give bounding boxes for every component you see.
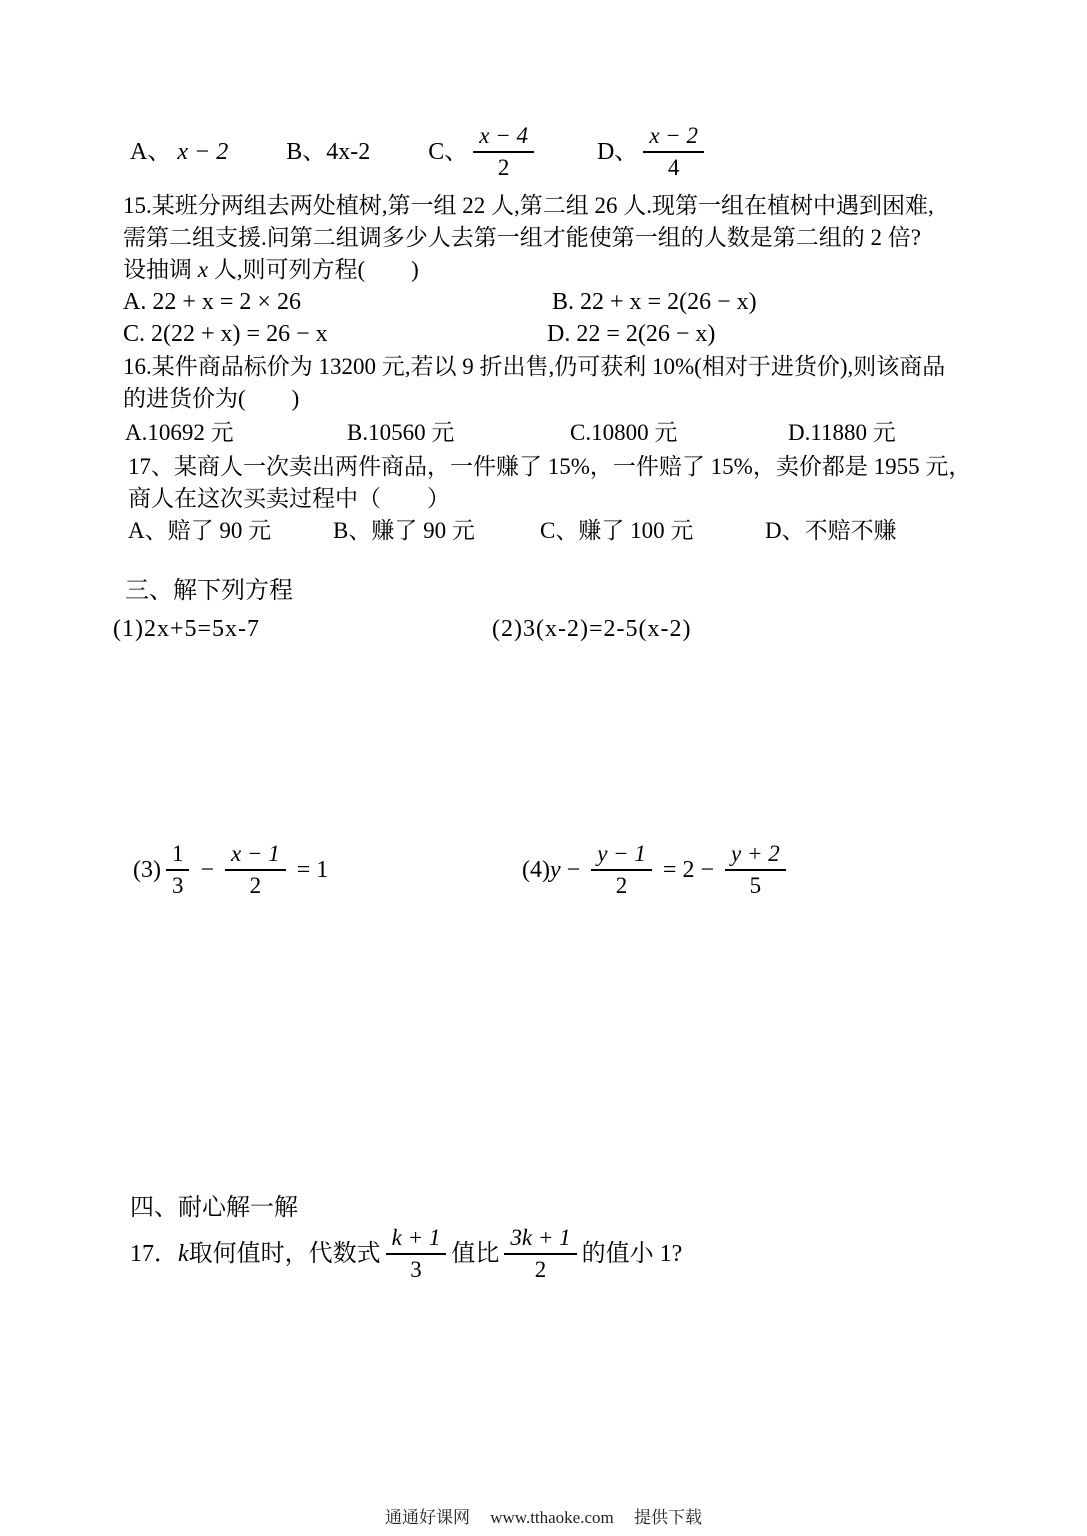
equation-3-label: (3) (133, 856, 161, 883)
equation-4-variable: y (549, 856, 561, 883)
q16-option-d: D.11880 元 (788, 420, 896, 445)
section4-heading: 四、耐心解一解 (130, 1195, 298, 1221)
q14-option-d-denominator: 4 (667, 155, 680, 180)
q14-option-c-fraction (473, 122, 534, 181)
q15-line3-pre: 设抽调 (123, 257, 198, 282)
equation-4-middle: = 2 − (662, 856, 714, 883)
section4-fraction-2-denominator: 2 (534, 1257, 547, 1282)
q14-option-c-numerator: x − 4 (473, 122, 534, 153)
equation-1: (1)2x+5=5x-7 (113, 616, 261, 642)
q16-line2: 的进货价为( ) (123, 386, 300, 411)
equation-4-fraction-2-numerator: y + 2 (725, 840, 786, 871)
footer-download-note: 提供下载 (634, 1508, 703, 1527)
q15-line3-variable: x (197, 257, 208, 282)
q14-option-b (286, 138, 370, 167)
equation-3-fraction-1 (166, 840, 190, 899)
q15-line3 (123, 256, 419, 285)
q14-option-d (597, 122, 709, 181)
page-footer (0, 1503, 1087, 1528)
section4-question-variable: k (178, 1240, 189, 1267)
q15-option-d: D. 22 = 2(26 − x) (547, 321, 716, 347)
footer-site-name: 通通好课网 (384, 1508, 470, 1527)
q14-option-d-fraction (643, 122, 704, 181)
q15-option-c: C. 2(22 + x) = 26 − x (123, 321, 328, 347)
section4-question-post: 的值小 1? (581, 1240, 683, 1267)
q14-option-a-label: A、 (130, 138, 172, 165)
equation-4-fraction-1 (591, 840, 652, 899)
footer-site-url: www.tthaoke.com (490, 1508, 614, 1527)
equation-4 (522, 838, 791, 902)
q14-option-d-numerator: x − 2 (643, 122, 704, 153)
q16-option-a: A.10692 元 (125, 420, 234, 445)
q17-option-a: A、赔了 90 元 (128, 518, 272, 543)
section4-fraction-2 (504, 1224, 576, 1283)
equation-3-rhs: = 1 (296, 856, 329, 883)
q14-option-d-label: D、 (596, 138, 639, 165)
q16-line1: 16.某件商品标价为 13200 元,若以 9 折出售,仍可获利 10%(相对于进货价),则该商品 (123, 354, 946, 379)
section4-question-pre: 取何值时，代数式 (188, 1240, 381, 1267)
equation-4-label: (4) (522, 856, 550, 883)
q17-line1: 17、某商人一次卖出两件商品，一件赚了 15%，一件赔了 15%，卖价都是 1955 元， (128, 454, 972, 479)
q15-line1: 15.某班分两组去两处植树,第一组 22 人,第二组 26 人.现第一组在植树中遇到困难, (123, 193, 934, 218)
equation-3-fraction-2-denominator: 2 (249, 873, 262, 898)
q17-option-b: B、赚了 90 元 (333, 518, 475, 543)
q14-option-c-label: C、 (428, 138, 469, 165)
q14-option-a (130, 138, 228, 167)
section4-question (130, 1222, 682, 1286)
equation-3-fraction-1-denominator: 3 (171, 873, 184, 898)
section4-question-mid: 值比 (451, 1240, 500, 1267)
q17-option-d: D、不赔不赚 (765, 518, 897, 543)
equation-3-fraction-1-numerator: 1 (166, 840, 190, 871)
equation-4-fraction-1-denominator: 2 (615, 873, 628, 898)
equation-2: (2)3(x-2)=2-5(x-2) (492, 616, 692, 642)
q15-line2: 需第二组支援.问第二组调多少人去第一组才能使第一组的人数是第二组的 2 倍? (123, 225, 921, 250)
q14-option-b-expr: 4x-2 (326, 138, 371, 165)
equation-3 (133, 838, 334, 902)
q17-option-c: C、赚了 100 元 (540, 518, 694, 543)
section4-fraction-1 (386, 1224, 447, 1283)
section4-fraction-1-denominator: 3 (410, 1257, 422, 1282)
q15-option-a: A. 22 + x = 2 × 26 (123, 289, 301, 315)
equation-4-fraction-2 (725, 840, 786, 899)
equation-4-fraction-1-numerator: y − 1 (591, 840, 652, 871)
q17-line2: 商人在这次买卖过程中（ ） (128, 486, 450, 511)
q14-option-c (428, 122, 539, 181)
q16-option-c: C.10800 元 (570, 420, 678, 445)
equation-3-fraction-2-numerator: x − 1 (225, 840, 286, 871)
section4-fraction-2-numerator: 3k + 1 (504, 1224, 576, 1255)
q14-option-a-expr: x − 2 (177, 138, 229, 165)
q14-option-b-label: B、 (286, 138, 327, 165)
section4-question-number: 17． (130, 1240, 178, 1267)
equation-3-minus-sign: − (200, 856, 215, 883)
q15-option-b: B. 22 + x = 2(26 − x) (552, 289, 757, 315)
section4-fraction-1-numerator: k + 1 (386, 1224, 447, 1255)
q14-option-c-denominator: 2 (497, 155, 510, 180)
q15-line3-post: 人,则可列方程( ) (207, 257, 419, 282)
q14-options-row (130, 118, 709, 186)
q16-option-b: B.10560 元 (347, 420, 455, 445)
section3-heading: 三、解下列方程 (125, 578, 293, 604)
equation-4-minus-sign: − (566, 856, 581, 883)
equation-4-fraction-2-denominator: 5 (749, 873, 762, 898)
equation-3-fraction-2 (225, 840, 286, 899)
